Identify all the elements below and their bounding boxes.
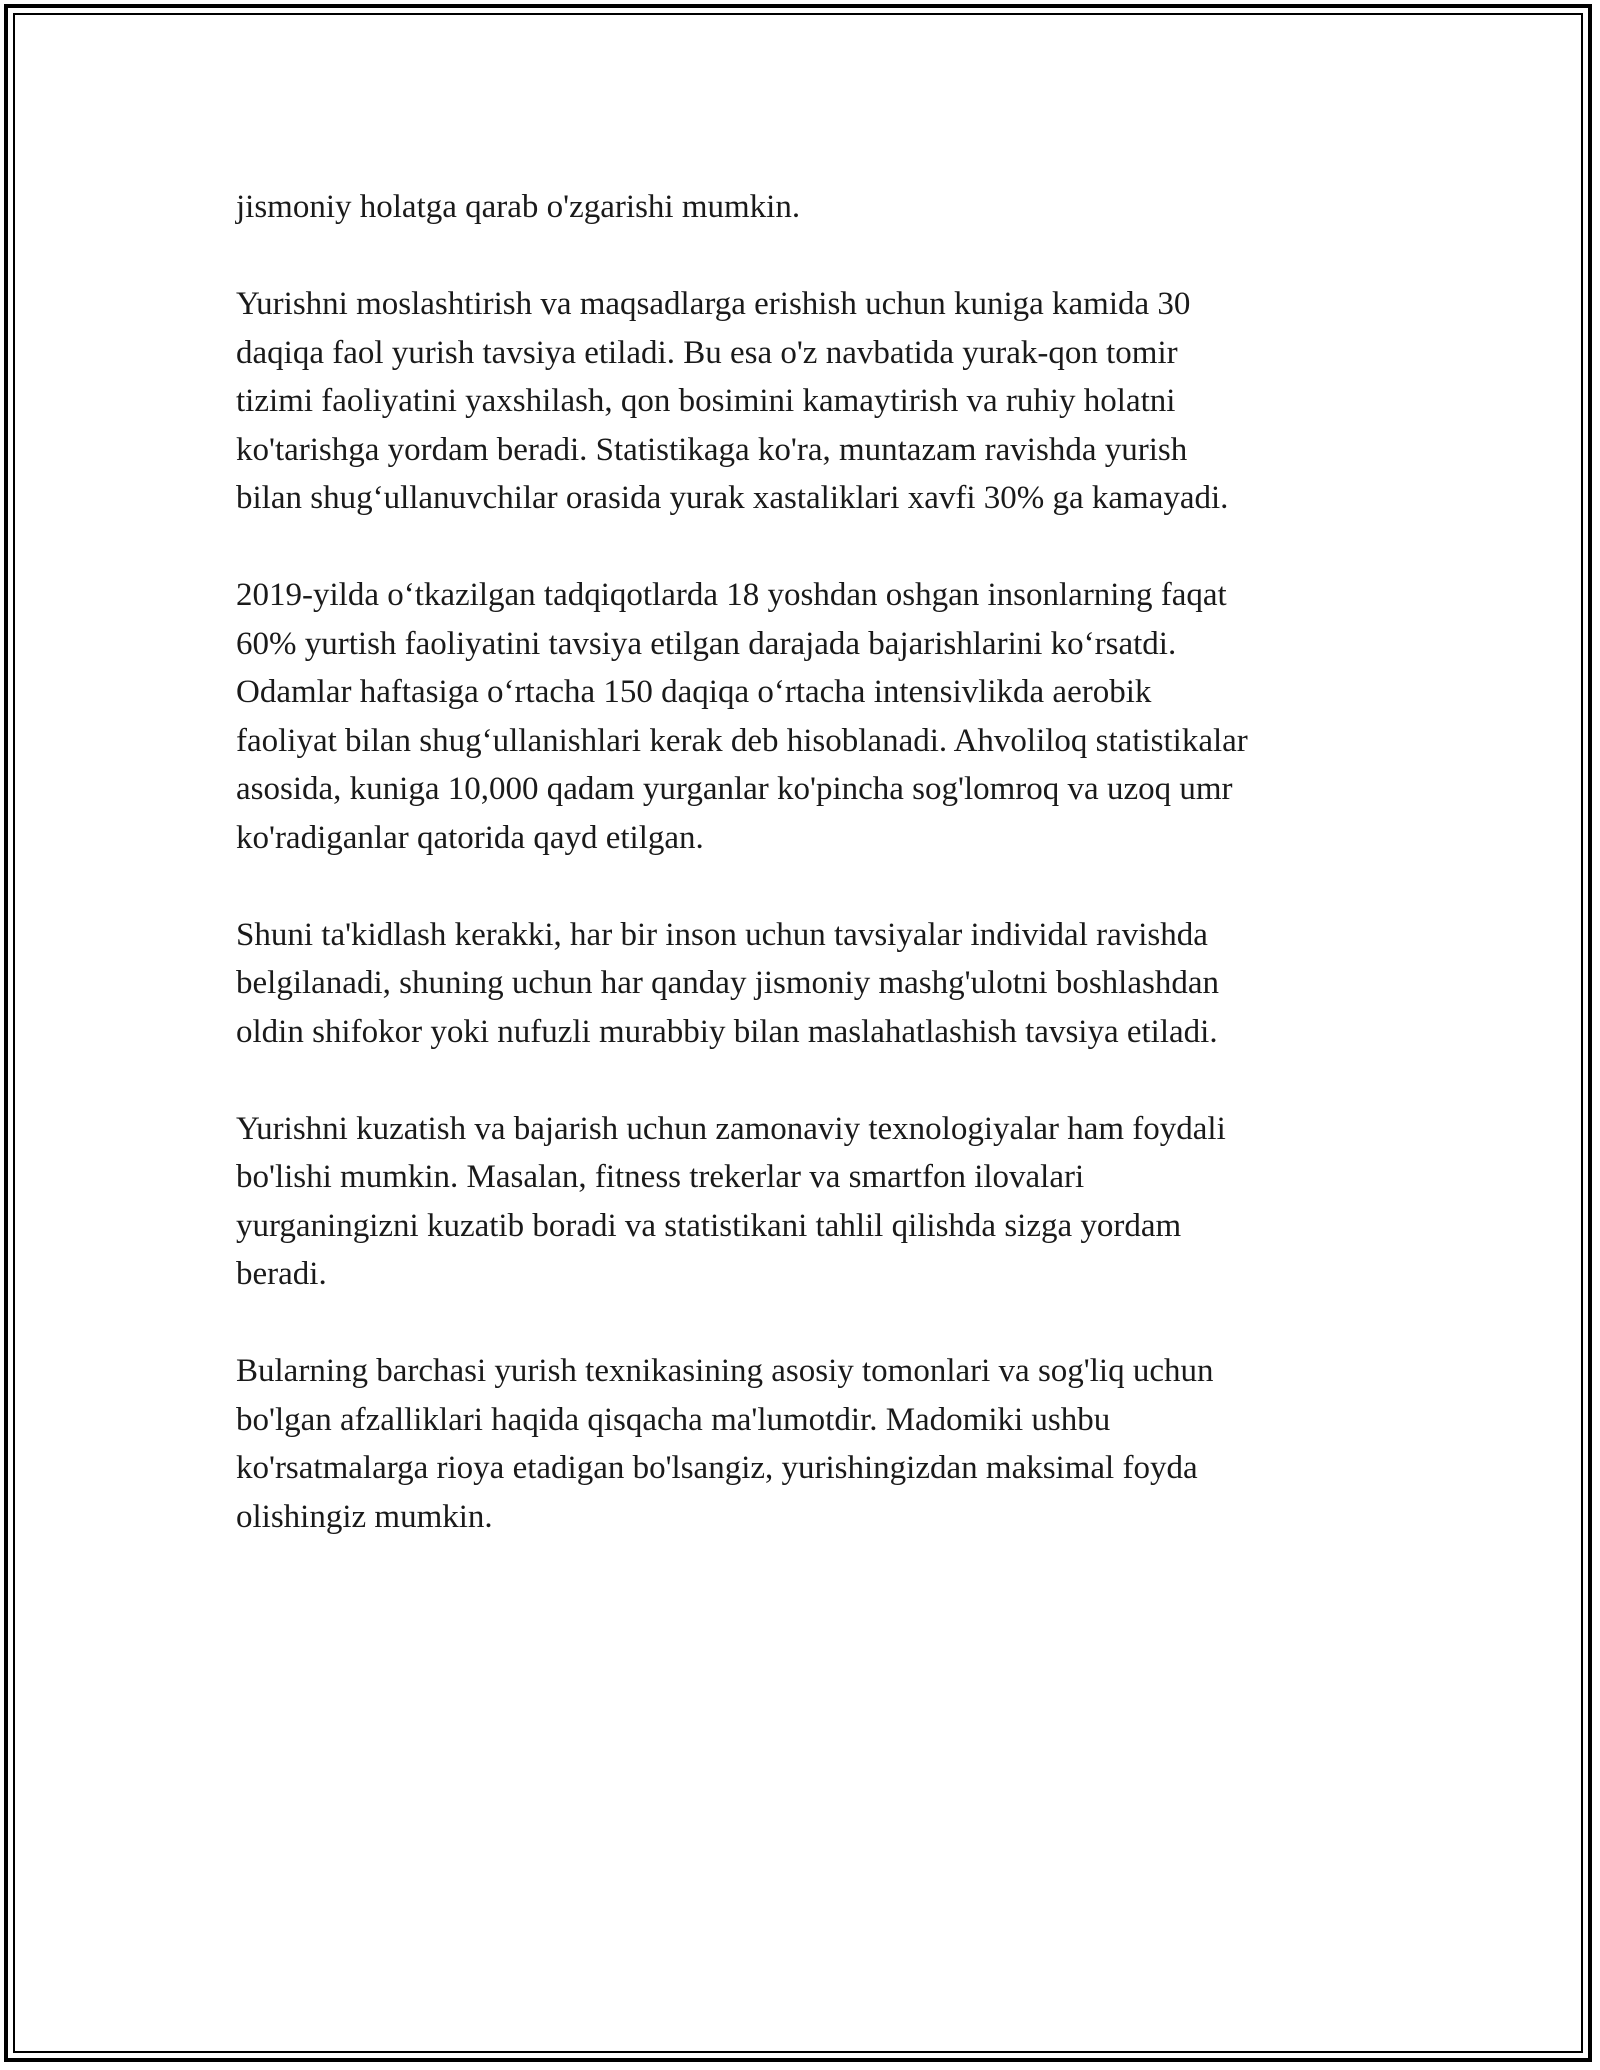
text-line: daqiqa faol yurish tavsiya etiladi. Bu esa o'z navbatida yurak-qon tomir	[236, 334, 1178, 371]
paragraph-1	[236, 183, 1386, 232]
text-line: olishingiz mumkin.	[236, 1498, 493, 1535]
text-line: Yurishni kuzatish va bajarish uchun zamonaviy texnologiyalar ham foydali	[236, 1110, 1226, 1147]
text-line: bo'lishi mumkin. Masalan, fitness trekerlar va smartfon ilovalari	[236, 1159, 1085, 1195]
paragraph-4	[236, 911, 1386, 1057]
text-line: Yurishni moslashtirish va maqsadlarga erishish uchun kuniga kamida 30	[236, 286, 1191, 322]
paragraph-2	[236, 280, 1386, 523]
text-line: 60% yurtish faoliyatini tavsiya etilgan darajada bajarishlarini ko‘rsatdi.	[236, 625, 1177, 662]
text-line: asosida, kuniga 10,000 qadam yurganlar ko'pincha sog'lomroq va uzoq umr	[236, 771, 1233, 807]
paragraph-3	[236, 571, 1386, 862]
text-line: Shuni ta'kidlash kerakki, har bir inson uchun tavsiyalar individal ravishda	[236, 916, 1208, 953]
text-line: ko'radiganlar qatorida qayd etilgan.	[236, 819, 704, 856]
text-line: jismoniy holatga qarab o'zgarishi mumkin.	[236, 189, 801, 225]
text-line: yurganingizni kuzatib boradi va statistikani tahlil qilishda sizga yordam	[236, 1207, 1182, 1244]
text-line: oldin shifokor yoki nufuzli murabbiy bilan maslahatlashish tavsiya etiladi.	[236, 1013, 1218, 1050]
text-line: Odamlar haftasiga o‘rtacha 150 daqiqa o‘rtacha intensivlikda aerobik	[236, 674, 1152, 710]
paragraph-6	[236, 1347, 1386, 1541]
text-line: beradi.	[236, 1256, 327, 1292]
text-line: bilan shug‘ullanuvchilar orasida yurak xastaliklari xavfi 30% ga kamayadi.	[236, 480, 1229, 516]
paragraph-5	[236, 1105, 1386, 1299]
text-line: bo'lgan afzalliklari haqida qisqacha ma'lumotdir. Madomiki ushbu	[236, 1401, 1111, 1438]
text-line: ko'rsatmalarga rioya etadigan bo'lsangiz, yurishingizdan maksimal foyda	[236, 1450, 1198, 1486]
text-line: faoliyat bilan shug‘ullanishlari kerak deb hisoblanadi. Ahvoliloq statistikalar	[236, 722, 1248, 759]
document-body	[236, 183, 1386, 1590]
text-line: tizimi faoliyatini yaxshilash, qon bosimini kamaytirish va ruhiy holatni	[236, 383, 1176, 419]
text-line: ko'tarishga yordam beradi. Statistikaga ko'ra, muntazam ravishda yurish	[236, 431, 1188, 468]
text-line: belgilanadi, shuning uchun har qanday jismoniy mashg'ulotni boshlashdan	[236, 965, 1219, 1001]
text-line: Bularning barchasi yurish texnikasining asosiy tomonlari va sog'liq uchun	[236, 1353, 1214, 1389]
text-line: 2019-yilda o‘tkazilgan tadqiqotlarda 18 yoshdan oshgan insonlarning faqat	[236, 577, 1227, 613]
